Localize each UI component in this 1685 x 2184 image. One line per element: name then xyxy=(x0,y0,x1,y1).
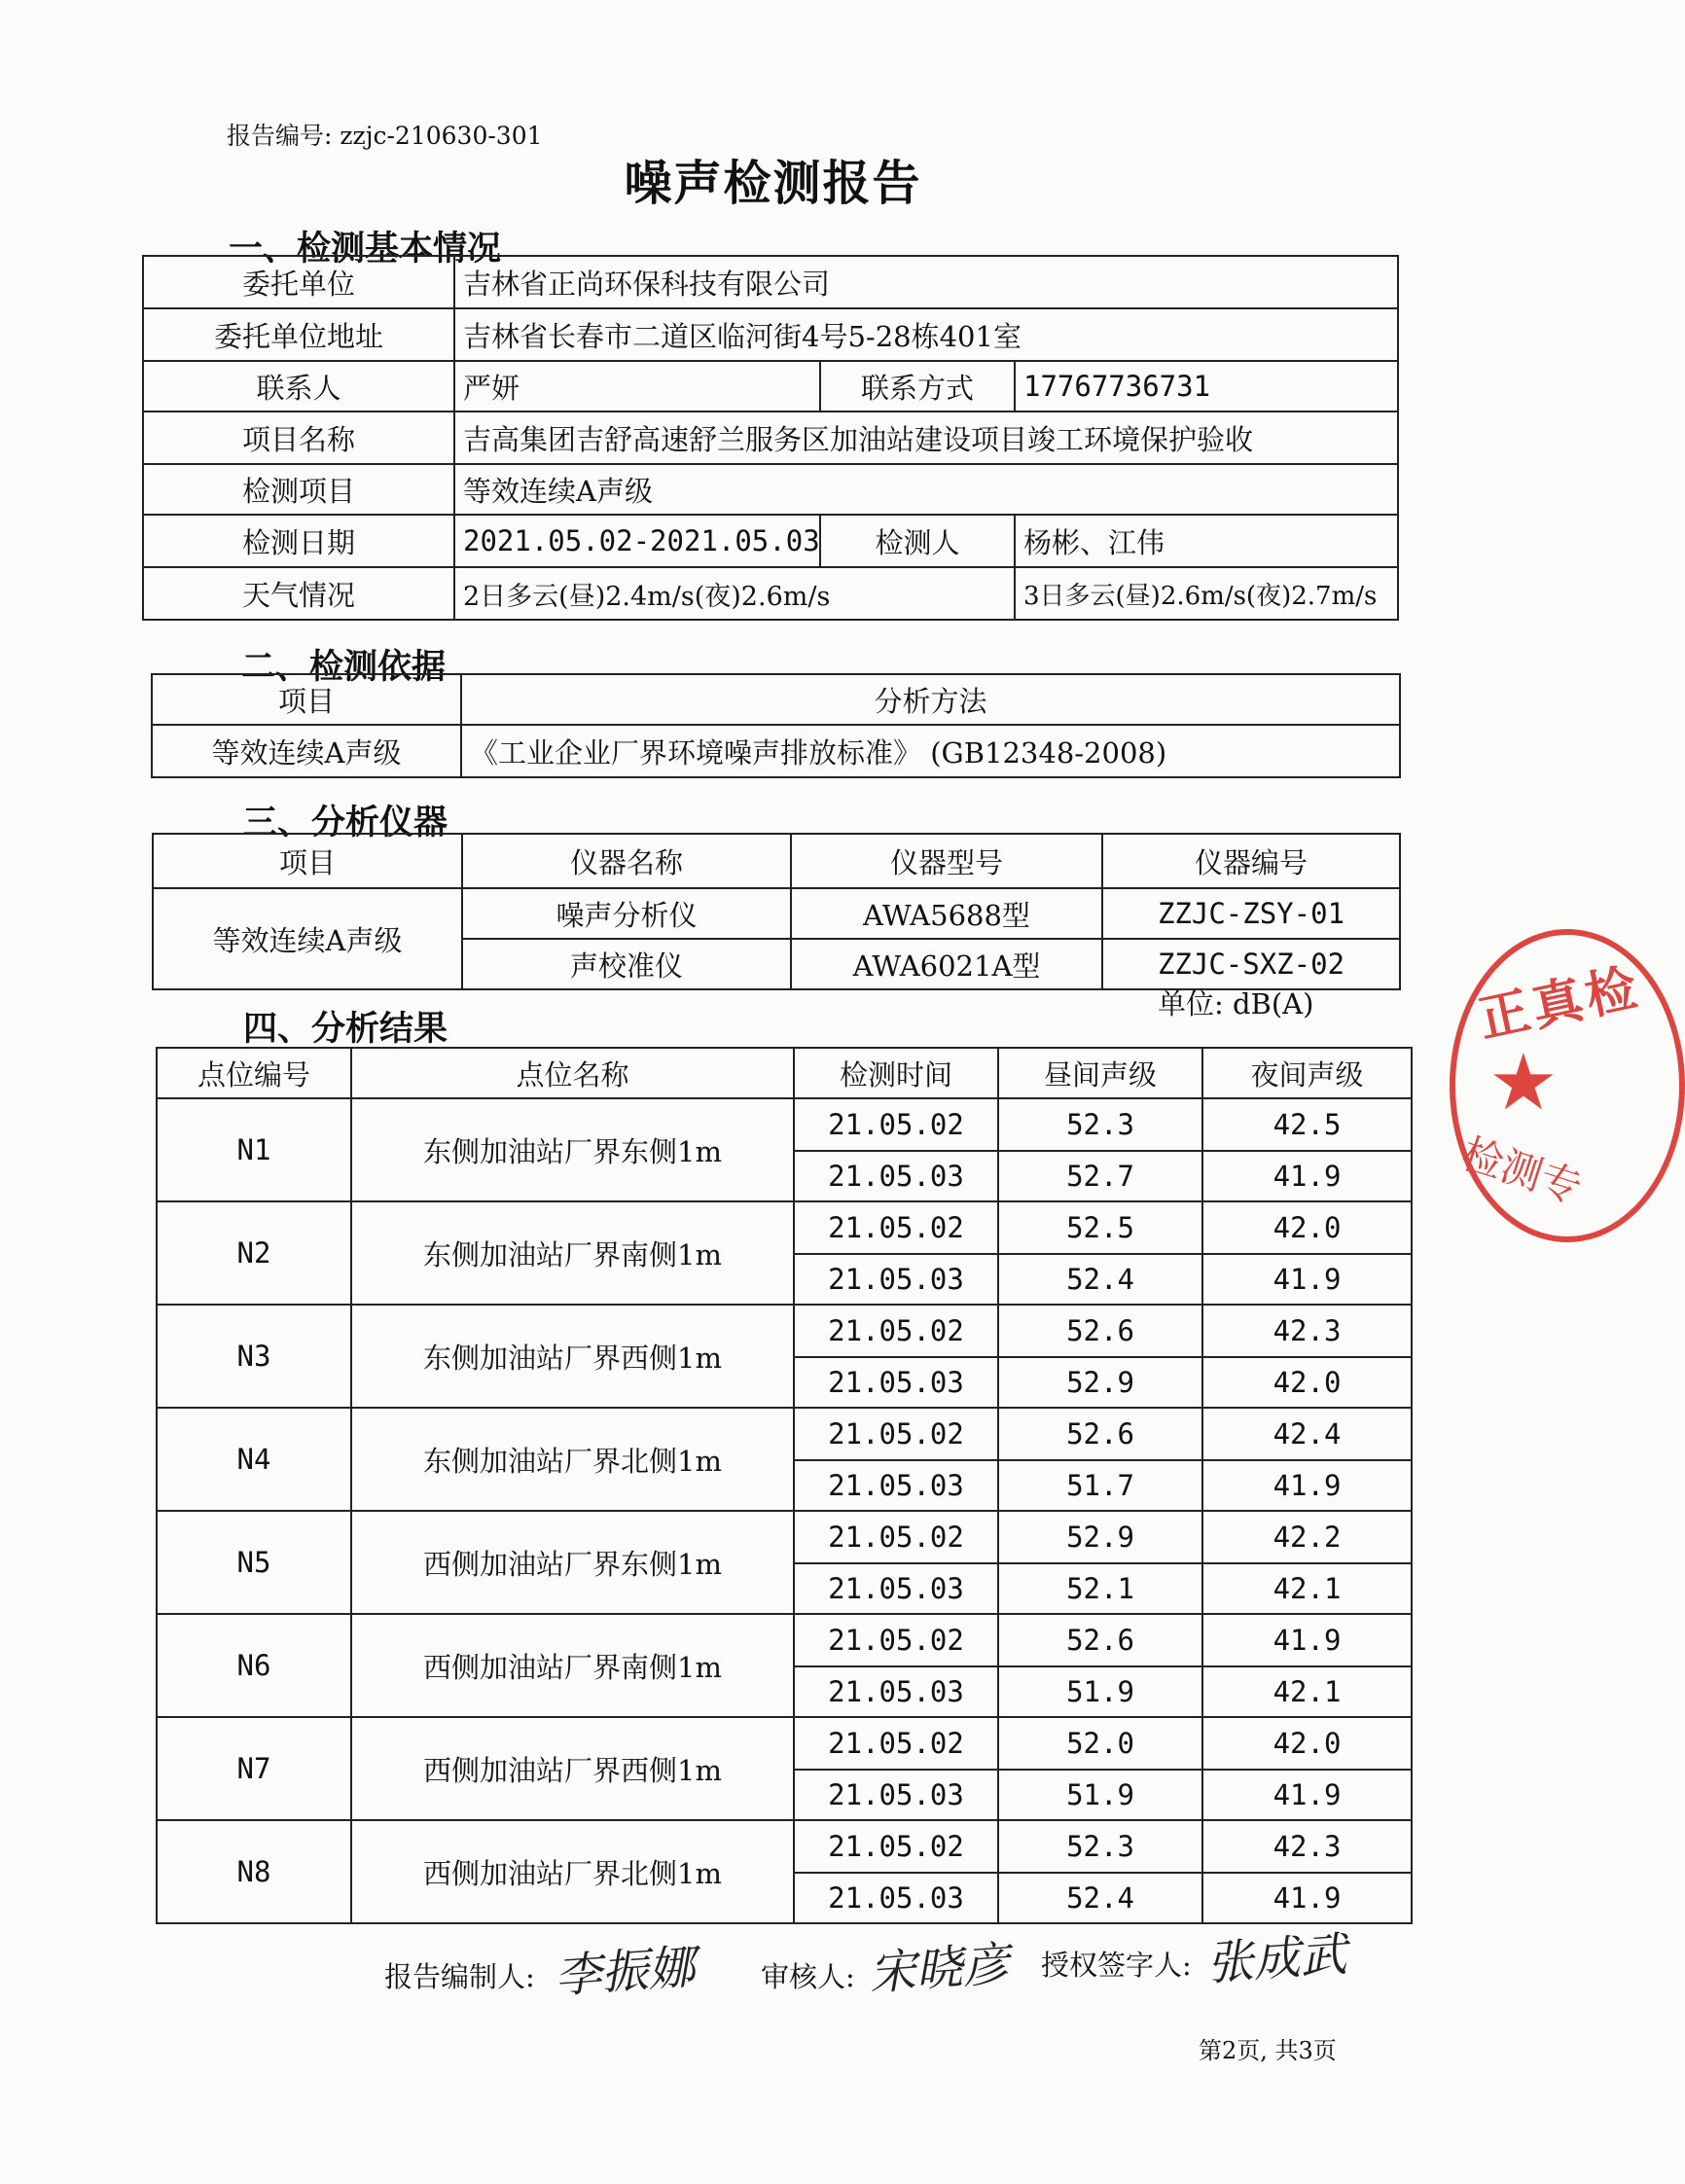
inst-col-model: 仪器型号 xyxy=(791,834,1102,888)
results-col-code: 点位编号 xyxy=(157,1048,351,1098)
point-name: 西侧加油站厂界西侧1m xyxy=(351,1717,794,1820)
night-level: 42.5 xyxy=(1202,1098,1412,1151)
night-level: 41.9 xyxy=(1202,1254,1412,1305)
day-level: 51.7 xyxy=(998,1460,1202,1511)
item-label: 检测项目 xyxy=(143,464,454,515)
contact-label: 联系人 xyxy=(143,361,454,412)
date-value: 2021.05.02-2021.05.03 xyxy=(454,515,820,567)
test-date: 21.05.02 xyxy=(794,1614,998,1666)
test-date: 21.05.03 xyxy=(794,1666,998,1717)
client-value: 吉林省正尚环保科技有限公司 xyxy=(454,256,1398,308)
results-table xyxy=(156,1047,1413,1924)
test-date: 21.05.02 xyxy=(794,1305,998,1357)
inst-item: 等效连续A声级 xyxy=(153,888,462,989)
point-code: N1 xyxy=(157,1098,351,1201)
table-row xyxy=(157,1305,1412,1357)
contact-value: 严妍 xyxy=(454,361,820,412)
compiler-label: 报告编制人: xyxy=(384,1960,535,1993)
point-code: N7 xyxy=(157,1717,351,1820)
night-level: 41.9 xyxy=(1202,1460,1412,1511)
point-code: N6 xyxy=(157,1614,351,1717)
basis-table xyxy=(151,673,1401,778)
point-code: N8 xyxy=(157,1820,351,1923)
day-level: 52.9 xyxy=(998,1511,1202,1563)
compiler-signature: 李振娜 xyxy=(553,1940,698,2004)
night-level: 41.9 xyxy=(1202,1873,1412,1923)
results-col-day: 昼间声级 xyxy=(998,1048,1202,1098)
approver-label: 授权签字人: xyxy=(1041,1949,1192,1982)
report-number: 报告编号: zzjc-210630-301 xyxy=(227,122,543,150)
night-level: 42.0 xyxy=(1202,1201,1412,1254)
weather-day2: 2日多云(昼)2.4m/s(夜)2.6m/s xyxy=(454,567,1015,620)
reviewer-signature: 宋晓彦 xyxy=(867,1937,1012,2001)
test-date: 21.05.02 xyxy=(794,1820,998,1873)
company-seal xyxy=(1450,929,1685,1242)
instrument-table xyxy=(152,833,1401,990)
night-level: 41.9 xyxy=(1202,1151,1412,1201)
section4-heading: 四、分析结果 xyxy=(243,1009,448,1049)
date-label: 检测日期 xyxy=(143,515,454,567)
day-level: 52.0 xyxy=(998,1717,1202,1770)
test-date: 21.05.02 xyxy=(794,1717,998,1770)
day-level: 52.6 xyxy=(998,1614,1202,1666)
night-level: 42.3 xyxy=(1202,1305,1412,1357)
inst-id: ZZJC-SXZ-02 xyxy=(1102,939,1400,989)
table-row xyxy=(157,1614,1412,1666)
approver-signature: 张成武 xyxy=(1204,1927,1349,1991)
inst-name: 噪声分析仪 xyxy=(462,888,791,939)
test-date: 21.05.03 xyxy=(794,1460,998,1511)
client-label: 委托单位 xyxy=(143,256,454,308)
table-row xyxy=(157,1098,1412,1151)
day-level: 52.5 xyxy=(998,1201,1202,1254)
point-name: 东侧加油站厂界北侧1m xyxy=(351,1408,794,1511)
point-name: 西侧加油站厂界南侧1m xyxy=(351,1614,794,1717)
test-date: 21.05.03 xyxy=(794,1151,998,1201)
night-level: 42.3 xyxy=(1202,1820,1412,1873)
day-level: 52.1 xyxy=(998,1563,1202,1614)
seal-star-icon: ★ xyxy=(1488,1037,1559,1128)
table-row xyxy=(157,1511,1412,1563)
night-level: 42.1 xyxy=(1202,1666,1412,1717)
inspector-value: 杨彬、江伟 xyxy=(1015,515,1398,567)
test-date: 21.05.02 xyxy=(794,1511,998,1563)
basis-col-item: 项目 xyxy=(152,674,461,725)
results-col-name: 点位名称 xyxy=(351,1048,794,1098)
night-level: 42.2 xyxy=(1202,1511,1412,1563)
weather-day3: 3日多云(昼)2.6m/s(夜)2.7m/s xyxy=(1015,567,1398,620)
point-code: N2 xyxy=(157,1201,351,1305)
day-level: 52.3 xyxy=(998,1820,1202,1873)
day-level: 52.4 xyxy=(998,1254,1202,1305)
point-code: N4 xyxy=(157,1408,351,1511)
basis-method: 《工业企业厂界环境噪声排放标准》 (GB12348-2008) xyxy=(461,725,1400,777)
day-level: 52.7 xyxy=(998,1151,1202,1201)
weather-label: 天气情况 xyxy=(143,567,454,620)
test-date: 21.05.02 xyxy=(794,1408,998,1460)
phone-label: 联系方式 xyxy=(820,361,1015,412)
table-row xyxy=(157,1201,1412,1254)
phone-value: 17767736731 xyxy=(1015,361,1398,412)
point-name: 西侧加油站厂界东侧1m xyxy=(351,1511,794,1614)
seal-text-bottom: 检测专 xyxy=(1455,1128,1588,1213)
report-title: 噪声检测报告 xyxy=(624,155,922,211)
night-level: 41.9 xyxy=(1202,1770,1412,1820)
day-level: 52.6 xyxy=(998,1305,1202,1357)
item-value: 等效连续A声级 xyxy=(454,464,1398,515)
night-level: 42.0 xyxy=(1202,1357,1412,1408)
results-col-time: 检测时间 xyxy=(794,1048,998,1098)
test-date: 21.05.03 xyxy=(794,1357,998,1408)
day-level: 51.9 xyxy=(998,1666,1202,1717)
results-col-night: 夜间声级 xyxy=(1202,1048,1412,1098)
test-date: 21.05.02 xyxy=(794,1201,998,1254)
inst-name: 声校准仪 xyxy=(462,939,791,989)
inst-model: AWA5688型 xyxy=(791,888,1102,939)
inst-col-item: 项目 xyxy=(153,834,462,888)
point-code: N5 xyxy=(157,1511,351,1614)
reviewer-label: 审核人: xyxy=(761,1960,855,1993)
inst-model: AWA6021A型 xyxy=(791,939,1102,989)
section2-heading: 二、检测依据 xyxy=(241,647,447,687)
inst-col-id: 仪器编号 xyxy=(1102,834,1400,888)
address-value: 吉林省长春市二道区临河街4号5-28栋401室 xyxy=(454,308,1398,361)
basic-info-table xyxy=(142,255,1399,621)
day-level: 52.9 xyxy=(998,1357,1202,1408)
day-level: 52.6 xyxy=(998,1408,1202,1460)
day-level: 52.4 xyxy=(998,1873,1202,1923)
project-value: 吉高集团吉舒高速舒兰服务区加油站建设项目竣工环境保护验收 xyxy=(454,412,1398,464)
point-name: 东侧加油站厂界东侧1m xyxy=(351,1098,794,1201)
inst-id: ZZJC-ZSY-01 xyxy=(1102,888,1400,939)
night-level: 42.0 xyxy=(1202,1717,1412,1770)
night-level: 41.9 xyxy=(1202,1614,1412,1666)
test-date: 21.05.03 xyxy=(794,1770,998,1820)
section1-heading: 一、检测基本情况 xyxy=(229,229,502,269)
test-date: 21.05.02 xyxy=(794,1098,998,1151)
table-row xyxy=(157,1820,1412,1873)
table-row xyxy=(157,1408,1412,1460)
point-name: 东侧加油站厂界南侧1m xyxy=(351,1201,794,1305)
section3-heading: 三、分析仪器 xyxy=(243,803,448,842)
address-label: 委托单位地址 xyxy=(143,308,454,361)
point-name: 东侧加油站厂界西侧1m xyxy=(351,1305,794,1408)
seal-text-top: 正真检 xyxy=(1473,957,1646,1050)
day-level: 51.9 xyxy=(998,1770,1202,1820)
unit-label: 单位: dB(A) xyxy=(1158,987,1314,1020)
basis-col-method: 分析方法 xyxy=(461,674,1400,725)
test-date: 21.05.03 xyxy=(794,1873,998,1923)
inspector-label: 检测人 xyxy=(820,515,1015,567)
night-level: 42.1 xyxy=(1202,1563,1412,1614)
point-code: N3 xyxy=(157,1305,351,1408)
test-date: 21.05.03 xyxy=(794,1563,998,1614)
test-date: 21.05.03 xyxy=(794,1254,998,1305)
project-label: 项目名称 xyxy=(143,412,454,464)
table-row xyxy=(157,1717,1412,1770)
inst-col-name: 仪器名称 xyxy=(462,834,791,888)
point-name: 西侧加油站厂界北侧1m xyxy=(351,1820,794,1923)
day-level: 52.3 xyxy=(998,1098,1202,1151)
page-number: 第2页, 共3页 xyxy=(1199,2037,1337,2064)
night-level: 42.4 xyxy=(1202,1408,1412,1460)
basis-item: 等效连续A声级 xyxy=(152,725,461,777)
